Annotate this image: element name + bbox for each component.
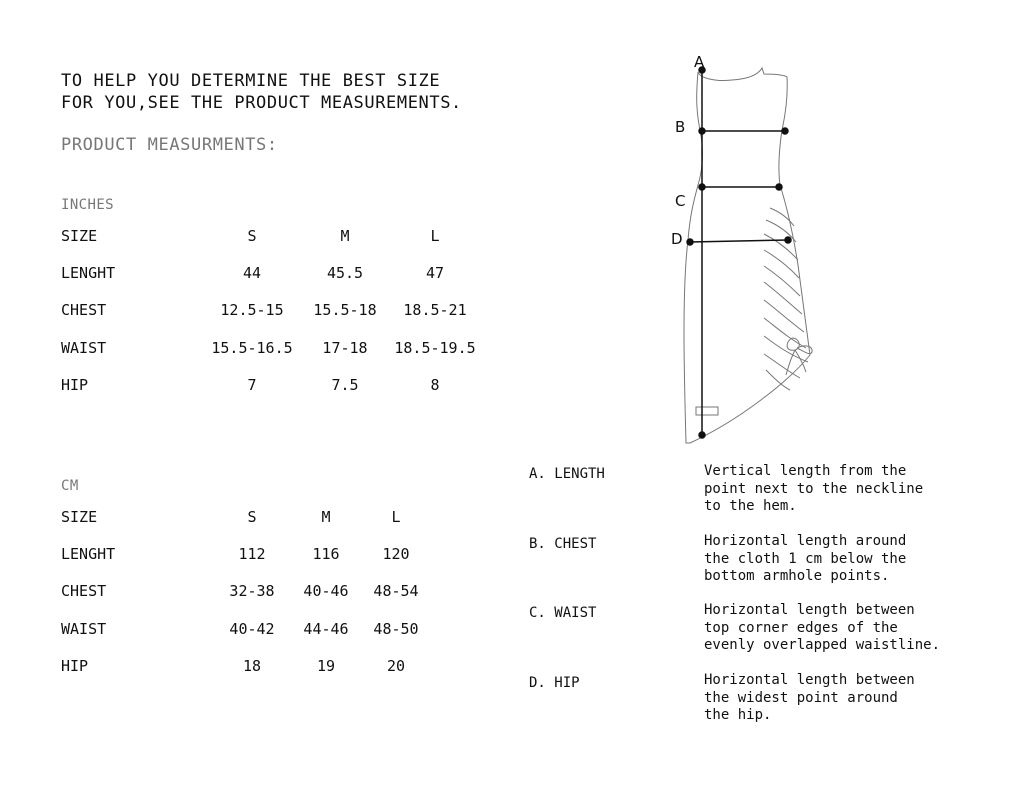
- cm-waist-l: 48-50: [373, 620, 419, 638]
- cm-size-s: S: [247, 508, 257, 526]
- cm-chest-m: 40-46: [303, 582, 349, 600]
- inches-row-hip-label: HIP: [61, 376, 89, 394]
- definition-key-length: A. LENGTH: [529, 466, 605, 482]
- inches-size-l: L: [430, 227, 440, 245]
- cm-waist-m: 44-46: [303, 620, 349, 638]
- definition-desc-length: Vertical length from the point next to the neckline to the hem.: [704, 463, 924, 514]
- definition-desc-hip: Horizontal length between the widest point around the hip.: [704, 672, 915, 723]
- cm-row-hip-label: HIP: [61, 657, 89, 675]
- marker-b: B: [675, 118, 686, 136]
- inches-unit-label: INCHES: [61, 197, 114, 213]
- cm-hip-s: 18: [242, 657, 262, 675]
- inches-size-m: M: [340, 227, 350, 245]
- intro-text: [61, 70, 462, 114]
- inches-row-chest-label: CHEST: [61, 301, 107, 319]
- cm-row-length-label: LENGHT: [61, 545, 116, 563]
- cm-length-l: 120: [382, 545, 410, 563]
- intro-line-1: TO HELP YOU DETERMINE THE BEST SIZE: [61, 71, 441, 91]
- cm-chest-s: 32-38: [229, 582, 275, 600]
- product-measurements-heading: PRODUCT MEASURMENTS:: [61, 135, 278, 155]
- definition-key-hip: D. HIP: [529, 675, 580, 691]
- inches-size-s: S: [247, 227, 257, 245]
- marker-d: D: [671, 230, 683, 248]
- dress-outline: [684, 68, 810, 443]
- inches-row-waist-label: WAIST: [61, 339, 107, 357]
- cm-length-m: 116: [312, 545, 340, 563]
- inches-waist-s: 15.5-16.5: [211, 339, 293, 357]
- inches-length-m: 45.5: [326, 264, 364, 282]
- inches-waist-m: 17-18: [322, 339, 368, 357]
- cm-row-size-label: SIZE: [61, 508, 98, 526]
- marker-a: A: [694, 53, 705, 71]
- cm-length-s: 112: [238, 545, 266, 563]
- cm-chest-l: 48-54: [373, 582, 419, 600]
- intro-line-2: FOR YOU,SEE THE PRODUCT MEASUREMENTS.: [61, 93, 462, 113]
- cm-size-m: M: [321, 508, 331, 526]
- cm-hip-m: 19: [316, 657, 336, 675]
- definition-key-chest: B. CHEST: [529, 536, 597, 552]
- inches-chest-s: 12.5-15: [220, 301, 284, 319]
- inches-hip-m: 7.5: [331, 376, 359, 394]
- cm-row-waist-label: WAIST: [61, 620, 107, 638]
- definition-desc-waist: Horizontal length between top corner edges of the evenly overlapped waistline.: [704, 602, 941, 653]
- inches-hip-s: 7: [247, 376, 257, 394]
- dress-measurement-diagram: [660, 50, 820, 450]
- inches-row-size-label: SIZE: [61, 227, 98, 245]
- definition-desc-chest: Horizontal length around the cloth 1 cm below the bottom armhole points.: [704, 533, 907, 584]
- cm-hip-l: 20: [386, 657, 406, 675]
- inches-waist-l: 18.5-19.5: [394, 339, 476, 357]
- inches-chest-m: 15.5-18: [313, 301, 377, 319]
- inches-length-s: 44: [242, 264, 262, 282]
- definition-key-waist: C. WAIST: [529, 605, 597, 621]
- inches-length-l: 47: [425, 264, 445, 282]
- marker-c: C: [675, 192, 686, 210]
- hip-line: [690, 240, 788, 242]
- cm-waist-s: 40-42: [229, 620, 275, 638]
- inches-row-length-label: LENGHT: [61, 264, 116, 282]
- inches-chest-l: 18.5-21: [403, 301, 467, 319]
- cm-size-l: L: [391, 508, 401, 526]
- cm-unit-label: CM: [61, 478, 79, 494]
- cm-row-chest-label: CHEST: [61, 582, 107, 600]
- inches-hip-l: 8: [430, 376, 440, 394]
